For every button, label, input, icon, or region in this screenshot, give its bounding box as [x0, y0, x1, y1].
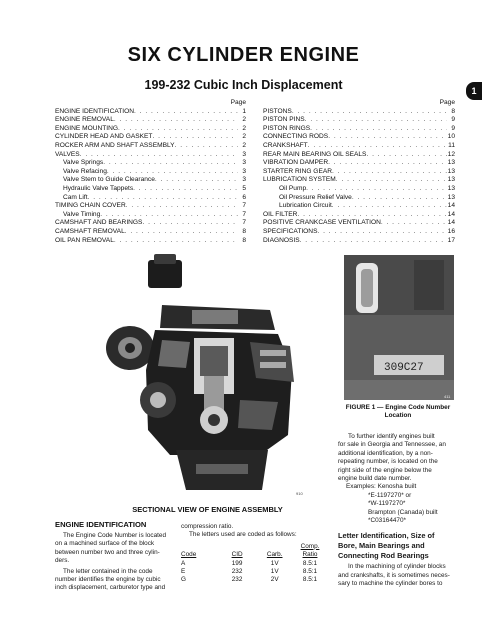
toc-leader-dots: [152, 133, 238, 142]
toc-entry-page: 7: [242, 210, 246, 218]
toc-leader-dots: [155, 176, 238, 185]
table-header-row: [181, 543, 326, 560]
toc-entry: [263, 228, 455, 237]
table-row: [181, 560, 326, 568]
page-title: SIX CYLINDER ENGINE: [127, 44, 360, 66]
toc-entry-label: TIMING CHAIN COVER: [55, 202, 126, 210]
toc-entry: [263, 125, 455, 134]
heading-line: Letter Identification, Size of: [338, 531, 435, 541]
toc-entry-page: 2: [242, 124, 246, 132]
example-item: *E-1197270* or: [368, 491, 412, 499]
table-row: [181, 568, 326, 576]
table-cell: 8.5:1: [302, 559, 318, 567]
toc-leader-dots: [114, 116, 238, 125]
toc-entry-label: CRANKSHAFT: [263, 141, 308, 149]
paragraph-line: additional identification, by a non-: [338, 449, 433, 457]
paragraph-line: The Engine Code Number is located: [63, 532, 167, 539]
figure-1-caption: [338, 404, 458, 420]
table-cell: 8.5:1: [302, 576, 318, 584]
toc-entry-page: 14: [447, 219, 455, 227]
toc-entry: [263, 108, 455, 117]
toc-leader-dots: [88, 194, 238, 203]
table-cell: 1V: [270, 568, 279, 576]
toc-leader-dots: [336, 176, 447, 185]
toc-leader-dots: [125, 228, 238, 237]
toc-entry: [263, 168, 455, 177]
table-cell: G: [181, 576, 186, 584]
toc-entry: [55, 237, 246, 246]
toc-entry-page: 12: [447, 150, 455, 158]
toc-leader-dots: [134, 108, 238, 117]
toc-entry-label: OIL FILTER: [263, 210, 298, 218]
toc-entry-page: 10: [447, 133, 455, 141]
paragraph-line: between number two and three cylin-: [55, 548, 160, 556]
toc-entry-label: Valve Refacing: [63, 167, 107, 175]
toc-entry-page: 8: [242, 227, 246, 235]
paragraph-line: and crankshafts, it is sometimes neces-: [338, 571, 450, 579]
toc-entry-page: 13: [447, 167, 455, 175]
paragraph-line: sary to machine the cylinder bores to: [338, 580, 443, 588]
engine-code-table: [181, 543, 326, 585]
toc-entry-page: 13: [447, 193, 455, 201]
toc-entry: [55, 133, 246, 142]
toc-leader-dots: [103, 159, 238, 168]
page-subtitle: 199-232 Cubic Inch Displacement: [144, 78, 343, 92]
toc-entry: [263, 116, 455, 125]
toc-entry: [263, 219, 455, 228]
heading-line: Connecting Rod Bearings: [338, 550, 429, 560]
table-cell: A: [181, 559, 186, 567]
toc-entry-label: PISTON RINGS: [263, 124, 311, 132]
paragraph-line: To further identify engines built: [348, 433, 435, 440]
toc-entry-label: Oil Pump: [279, 184, 307, 192]
examples-list: [338, 492, 463, 526]
toc-entry: [263, 159, 455, 168]
toc-entry: [263, 142, 455, 151]
toc-entry-page: 14: [447, 210, 455, 218]
engine-sectional-illustration: [100, 250, 315, 500]
paragraph-line: compression ratio.: [181, 523, 234, 530]
paragraph-line: The letters used are coded as follows:: [189, 531, 297, 539]
table-header-cell: Carb.: [266, 551, 283, 559]
letter-identification-heading: [338, 531, 463, 560]
toc-entry: [55, 185, 246, 194]
table-cell: 232: [231, 576, 243, 584]
toc-right-list: [263, 108, 455, 246]
example-item: *W-1197270*: [368, 500, 406, 508]
toc-entry-page: 9: [451, 116, 455, 124]
toc-entry: [263, 202, 455, 211]
toc-entry-label: ENGINE REMOVAL: [55, 116, 114, 124]
toc-leader-dots: [328, 159, 447, 168]
table-header-cell: Code: [181, 551, 197, 559]
toc-entry-label: REAR MAIN BEARING OIL SEALS: [263, 150, 367, 158]
toc-entry: [263, 151, 455, 160]
toc-entry-label: Hydraulic Valve Tappets: [63, 184, 134, 192]
toc-leader-dots: [297, 211, 447, 220]
paragraph-line: engine build date number.: [338, 475, 412, 483]
right-column-text: [338, 433, 463, 588]
toc-entry-label: ROCKER ARM AND SHAFT ASSEMBLY: [55, 141, 175, 149]
toc-entry-page: 13: [447, 159, 455, 167]
machining-paragraph: [338, 563, 463, 588]
engine-identification-para2: [55, 568, 173, 593]
toc-leader-dots: [332, 202, 447, 211]
toc-entry-label: Valve Springs: [63, 159, 104, 167]
toc-entry-page: 9: [451, 124, 455, 132]
table-cell: 8.5:1: [302, 568, 318, 576]
identification-paragraph: [338, 433, 463, 483]
toc-leader-dots: [100, 211, 238, 220]
code-plate-number: 411: [444, 394, 451, 399]
table-cell: 2V: [270, 576, 279, 584]
toc-entry-page: 14: [447, 202, 455, 210]
toc-entry-label: Lubrication Circuit: [279, 202, 332, 210]
toc-entry-label: CAMSHAFT REMOVAL: [55, 227, 125, 235]
example-item: Brampton (Canada) built: [368, 508, 438, 516]
table-row: [181, 576, 326, 584]
table-cell: 1V: [270, 559, 279, 567]
toc-leader-dots: [306, 185, 447, 194]
paragraph-line: inch displacement, carburetor type and: [55, 584, 166, 592]
table-cell: 232: [231, 568, 243, 576]
toc-entry: [55, 211, 246, 220]
toc-entry-page: 7: [242, 219, 246, 227]
toc-entry-label: LUBRICATION SYSTEM: [263, 176, 336, 184]
toc-leader-dots: [352, 194, 447, 203]
toc-entry-label: CAMSHAFT AND BEARINGS: [55, 219, 143, 227]
toc-leader-dots: [310, 125, 447, 134]
toc-entry-page: 6: [242, 193, 246, 201]
paragraph-line: The letter contained in the code: [63, 567, 153, 575]
table-header-cell: Comp. Ratio: [300, 542, 320, 559]
paragraph-line: for sale in Georgia and Tennessee, an: [338, 441, 446, 449]
toc-entry: [263, 194, 455, 203]
toc-entry: [55, 194, 246, 203]
toc-leader-dots: [118, 125, 238, 134]
toc-leader-dots: [107, 168, 238, 177]
toc-left-column: [55, 99, 246, 245]
engine-identification-para1: [55, 532, 173, 566]
engine-figure-caption: SECTIONAL VIEW OF ENGINE ASSEMBLY: [132, 505, 283, 514]
toc-leader-dots: [381, 219, 447, 228]
toc-entry-label: Valve Stem to Guide Clearance: [63, 176, 155, 184]
toc-entry: [263, 237, 455, 246]
toc-entry-page: 5: [242, 184, 246, 192]
toc-leader-dots: [308, 142, 447, 151]
toc-entry-label: DIAGNOSIS: [263, 236, 300, 244]
toc-entry-label: CYLINDER HEAD AND GASKET: [55, 133, 153, 141]
toc-left-list: [55, 108, 246, 246]
toc-entry-label: PISTON PINS: [263, 116, 305, 124]
examples-label: Examples: Kenosha built: [346, 483, 417, 491]
toc-leader-dots: [175, 142, 238, 151]
toc-right-column: [263, 99, 455, 245]
toc-leader-dots: [366, 151, 447, 160]
section-tab-marker: 1: [466, 82, 482, 100]
toc-leader-dots: [317, 228, 447, 237]
toc-page-heading: Page: [439, 99, 455, 106]
toc-leader-dots: [114, 237, 238, 246]
engine-plate-number: 910: [296, 491, 303, 496]
toc-entry: [263, 176, 455, 185]
toc-leader-dots: [142, 219, 238, 228]
toc-leader-dots: [305, 116, 447, 125]
engine-identification-heading: ENGINE IDENTIFICATION: [55, 520, 147, 529]
toc-entry-page: 2: [242, 141, 246, 149]
engine-identification-section: [55, 520, 173, 593]
toc-entry-page: 3: [242, 167, 246, 175]
toc-leader-dots: [300, 237, 447, 246]
toc-entry-label: ENGINE MOUNTING: [55, 124, 119, 132]
toc-entry-page: 13: [447, 176, 455, 184]
table-body: [181, 560, 326, 585]
toc-entry-page: 13: [447, 184, 455, 192]
toc-entry-label: Oil Pressure Relief Valve: [279, 193, 352, 201]
toc-entry: [55, 125, 246, 134]
toc-entry-label: Cam Lift: [63, 193, 88, 201]
toc-entry: [263, 211, 455, 220]
table-cell: 199: [231, 559, 243, 567]
toc-entry-label: ENGINE IDENTIFICATION: [55, 107, 135, 115]
toc-entry-page: 3: [242, 159, 246, 167]
paragraph-line: In the machining of cylinder blocks: [348, 563, 446, 571]
toc-entry: [55, 108, 246, 117]
heading-line: Bore, Main Bearings and: [338, 541, 425, 551]
toc-entry-label: VALVES: [55, 150, 80, 158]
toc-leader-dots: [292, 108, 447, 117]
code-table-section: [181, 523, 331, 585]
toc-entry: [263, 185, 455, 194]
toc-leader-dots: [80, 151, 238, 160]
toc-entry-page: 11: [448, 141, 455, 149]
figure-caption-line: Location: [384, 412, 412, 419]
toc-entry-label: VIBRATION DAMPER: [263, 159, 329, 167]
toc-entry: [55, 151, 246, 160]
toc-entry-label: STARTER RING GEAR: [263, 167, 332, 175]
table-cell: E: [181, 568, 186, 576]
paragraph-line: ders.: [55, 557, 70, 565]
toc-entry-label: SPECIFICATIONS: [263, 227, 318, 235]
toc-page-heading: Page: [230, 99, 246, 106]
toc-entry-label: Valve Timing: [63, 210, 101, 218]
example-item: *C03164470*: [368, 517, 407, 525]
toc-entry-page: 8: [451, 107, 455, 115]
toc-entry-page: 16: [447, 227, 455, 235]
toc-entry-page: 7: [242, 202, 246, 210]
toc-entry: [55, 228, 246, 237]
toc-entry: [55, 168, 246, 177]
toc-entry-page: 8: [242, 236, 246, 244]
figure-caption-line: FIGURE 1 — Engine Code Number: [345, 404, 451, 411]
toc-entry: [55, 142, 246, 151]
toc-leader-dots: [328, 133, 447, 142]
toc-entry: [55, 159, 246, 168]
toc-leader-dots: [332, 168, 447, 177]
paragraph-line: on a machined surface of the block: [55, 540, 155, 548]
toc-entry-label: OIL PAN REMOVAL: [55, 236, 114, 244]
toc-entry-label: CONNECTING RODS: [263, 133, 329, 141]
stamped-engine-code: 309C27: [384, 362, 424, 374]
toc-entry-page: 17: [447, 236, 455, 244]
paragraph-line: right side of the engine below the: [338, 466, 432, 474]
toc-leader-dots: [126, 202, 238, 211]
toc-entry-page: 3: [242, 150, 246, 158]
toc-entry-label: PISTONS: [263, 107, 292, 115]
engine-code-photo: [344, 255, 454, 400]
toc-entry-page: 2: [242, 116, 246, 124]
toc-entry: [55, 116, 246, 125]
compression-ratio-text: [181, 523, 331, 540]
toc-entry-page: 3: [242, 176, 246, 184]
table-header-cell: CID: [231, 551, 243, 559]
toc-entry-page: 2: [242, 133, 246, 141]
toc-entry-label: POSITIVE CRANKCASE VENTILATION: [263, 219, 381, 227]
toc-entry-page: 1: [242, 107, 246, 115]
toc-leader-dots: [133, 185, 238, 194]
toc-entry: [55, 219, 246, 228]
toc-entry: [55, 202, 246, 211]
paragraph-line: number identifies the engine by cubic: [55, 576, 161, 584]
paragraph-line: repeating number, is located on the: [338, 458, 438, 466]
toc-entry: [263, 133, 455, 142]
toc-entry: [55, 176, 246, 185]
